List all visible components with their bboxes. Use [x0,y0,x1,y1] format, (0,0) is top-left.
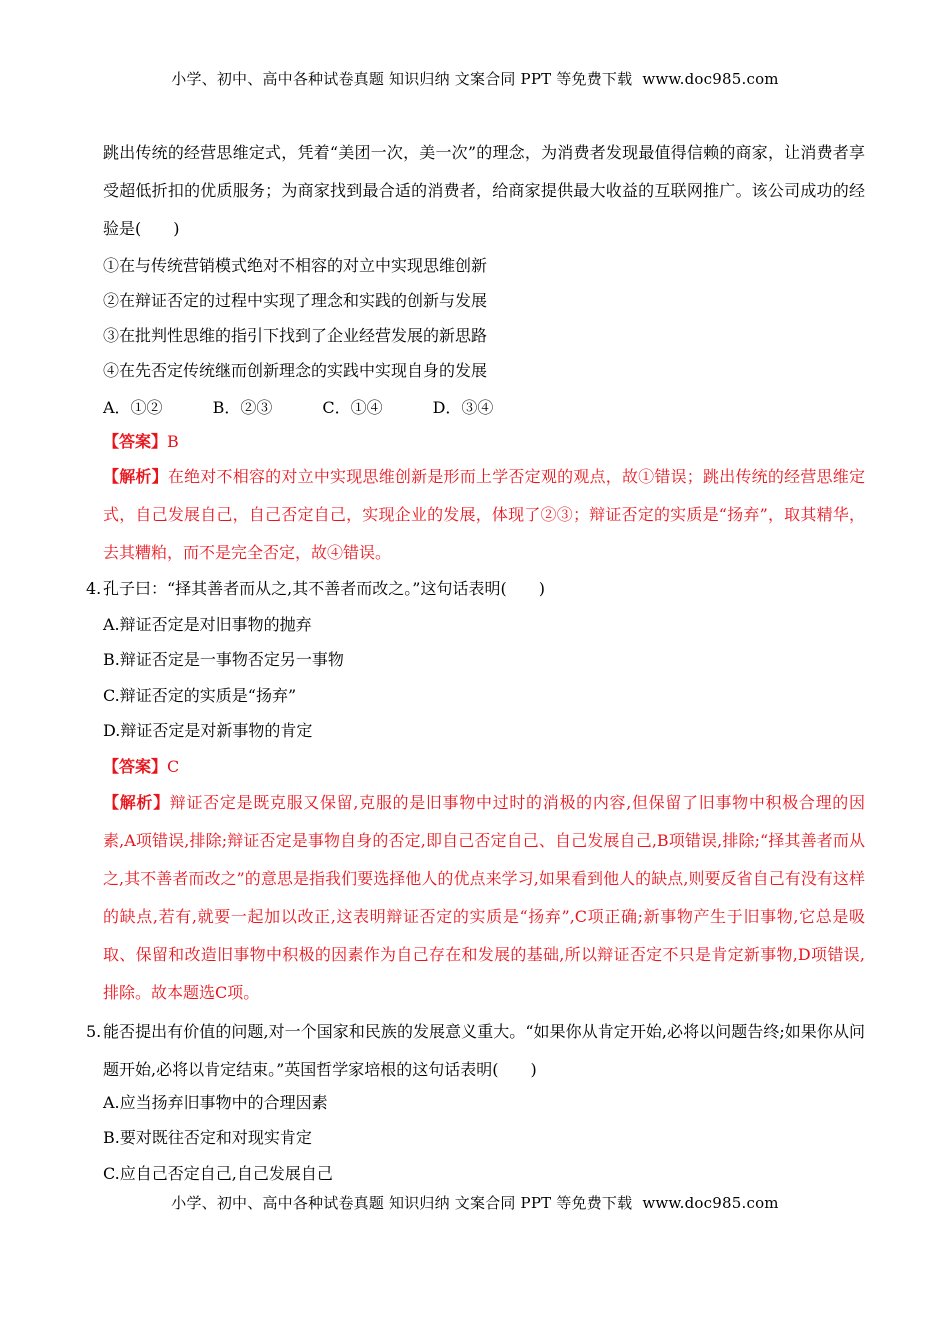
q4-option-d: D.辩证否定是对新事物的肯定 [103,721,313,740]
q5-option-c: C.应自己否定自己,自己发展自己 [103,1164,333,1183]
q3-options [103,389,865,427]
q3-item-4: ④在先否定传统继而创新理念的实践中实现自身的发展 [103,361,488,380]
q5-stem: 能否提出有价值的问题,对一个国家和民族的发展意义重大。“如果你从肯定开始,必将以问题告终;如果你从问题开始,必将以肯定结束。”英国哲学家培根的这句话表明( ) [103,1022,865,1079]
q4-stem: 孔子曰：“择其善者而从之,其不善者而改之。”这句话表明( ) [103,579,545,598]
header-url: www.doc985.com [642,70,779,88]
q3-item-2: ②在辩证否定的过程中实现了理念和实践的创新与发展 [103,291,488,310]
footer-text: 小学、初中、高中各种试卷真题 知识归纳 文案合同 PPT 等免费下载 [171,1194,633,1212]
q3-option-b: B．②③ [212,398,273,417]
q4-analysis [103,784,865,1012]
q4-option-c: C.辩证否定的实质是“扬弃” [103,686,297,705]
q3-option-c: C．①④ [322,398,383,417]
q5-number: 5. [86,1022,102,1041]
q3-stem: 跳出传统的经营思维定式，凭着“美团一次，美一次”的理念，为消费者发现最值得信赖的商家，让消费者享受超低折扣的优质服务；为商家找到最合适的消费者，给商家提供最大收益的互联网推广。该公司成功的经验是( ) [103,143,865,238]
q4-answer-label: 【答案】 [103,757,168,776]
q3-answer-value: B [167,432,179,451]
page-footer [0,1192,950,1213]
q4-option-a: A.辩证否定是对旧事物的抛弃 [103,615,312,634]
q3-item-3: ③在批判性思维的指引下找到了企业经营发展的新思路 [103,326,488,345]
q4-analysis-text: 辩证否定是既克服又保留,克服的是旧事物中过时的消极的内容,但保留了旧事物中积极合理的因素,A项错误,排除;辩证否定是事物自身的否定,即自己否定自己、自己发展自己,B项错误,排除;“择其善者而从之,其不善者而改之”的意思是指我们要选择他人的优点来学习,如果看到他人的缺点,则要反省自己有没有这样的缺点,若有,就要一起加以改正,这表明辩证否定的实质是“扬弃”,C项正确;新事物产生于旧事物,它总是吸取、保留和改造旧事物中积极的因素作为自己存在和发展的基础,所以辩证否定不只是肯定新事物,D项错误,排除。故本题选C项。 [103,793,865,1002]
q3-analysis-text: 在绝对不相容的对立中实现思维创新是形而上学否定观的观点，故①错误；跳出传统的经营思维定式，自己发展自己，自己否定自己，实现企业的发展，体现了②③；辩证否定的实质是“扬弃”，取其精华，去其糟粕，而不是完全否定，故④错误。 [103,467,865,562]
q5-option-a: A.应当扬弃旧事物中的合理因素 [103,1093,328,1112]
q3-analysis [103,458,865,572]
q5-option-b: B.要对既往否定和对现实肯定 [103,1128,312,1147]
q4-number: 4. [86,579,102,598]
q4-answer-value: C [167,757,180,776]
q3-item-1: ①在与传统营销模式绝对不相容的对立中实现思维创新 [103,256,488,275]
q3-analysis-label: 【解析】 [103,467,168,486]
header-text: 小学、初中、高中各种试卷真题 知识归纳 文案合同 PPT 等免费下载 [171,70,633,88]
page-header [0,68,950,89]
q3-option-d: D．③④ [432,398,494,417]
q3-option-a: A．①② [103,398,163,417]
q3-answer-label: 【答案】 [103,432,168,451]
q4-option-b: B.辩证否定是一事物否定另一事物 [103,650,344,669]
q4-answer [103,748,865,786]
q4-analysis-label: 【解析】 [103,793,170,812]
q3-answer [103,423,865,461]
footer-url: www.doc985.com [642,1194,779,1212]
